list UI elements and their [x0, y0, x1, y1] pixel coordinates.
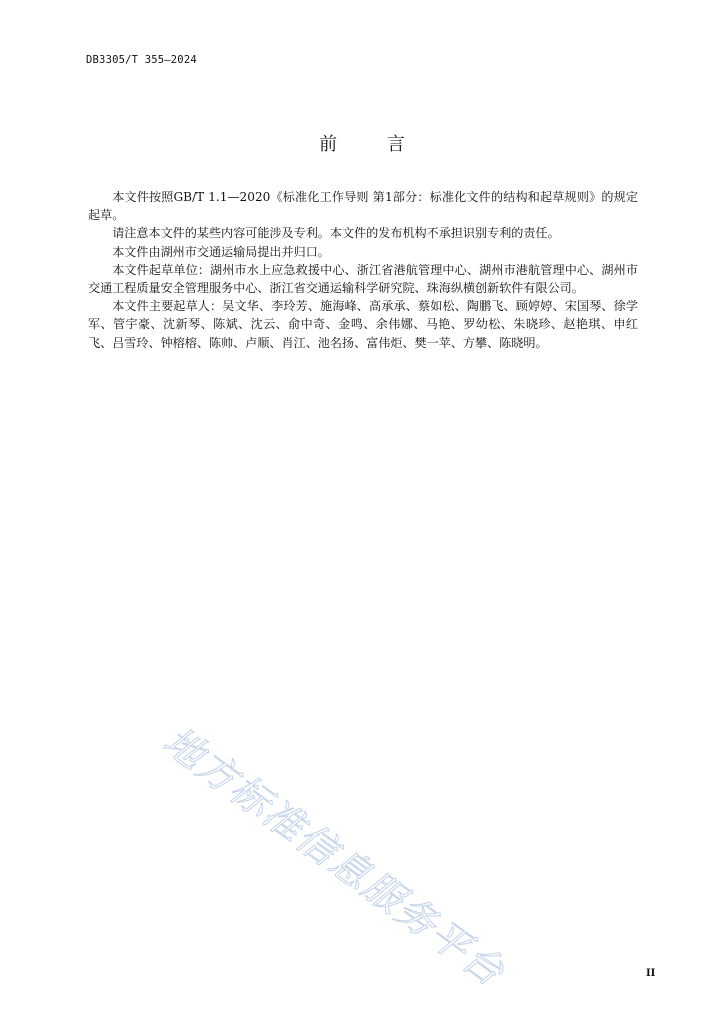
paragraph-standard-basis: 本文件按照GB/T 1.1—2020《标准化工作导则 第1部分：标准化文件的结构和起草规则》的规定起草。: [88, 190, 638, 223]
page-number: II: [646, 968, 656, 979]
paragraph-patent-notice: 请注意本文件的某些内容可能涉及专利。本文件的发布机构不承担识别专利的责任。: [112, 226, 560, 241]
foreword-body: [88, 188, 638, 352]
document-code: DB3305/T 355—2024: [86, 54, 197, 66]
paragraph-drafting-units: 本文件起草单位：湖州市水上应急救援中心、浙江省港航管理中心、湖州市港航管理中心、湖州市交通工程质量安全管理服务中心、浙江省交通运输科学研究院、珠海纵横创新软件有限公司。: [88, 262, 638, 296]
paragraph-drafters: 本文件主要起草人：吴文华、李玲芳、施海峰、高承承、蔡如松、陶鹏飞、顾婷婷、宋国琴、徐学军、管宇豪、沈新琴、陈斌、沈云、俞中奇、金鸣、余伟娜、马艳、罗幼松、朱晓珍、赵艳琪、申红飞、吕雪玲、钟榕榕、陈帅、卢顺、肖江、池名扬、富伟炬、樊一苹、方攀、陈晓明。: [88, 299, 638, 350]
watermark: 地方标准信息服务平台: [154, 718, 513, 997]
section-title: 前 言: [319, 134, 427, 155]
paragraph-proposer: 本文件由湖州市交通运输局提出并归口。: [112, 244, 330, 259]
